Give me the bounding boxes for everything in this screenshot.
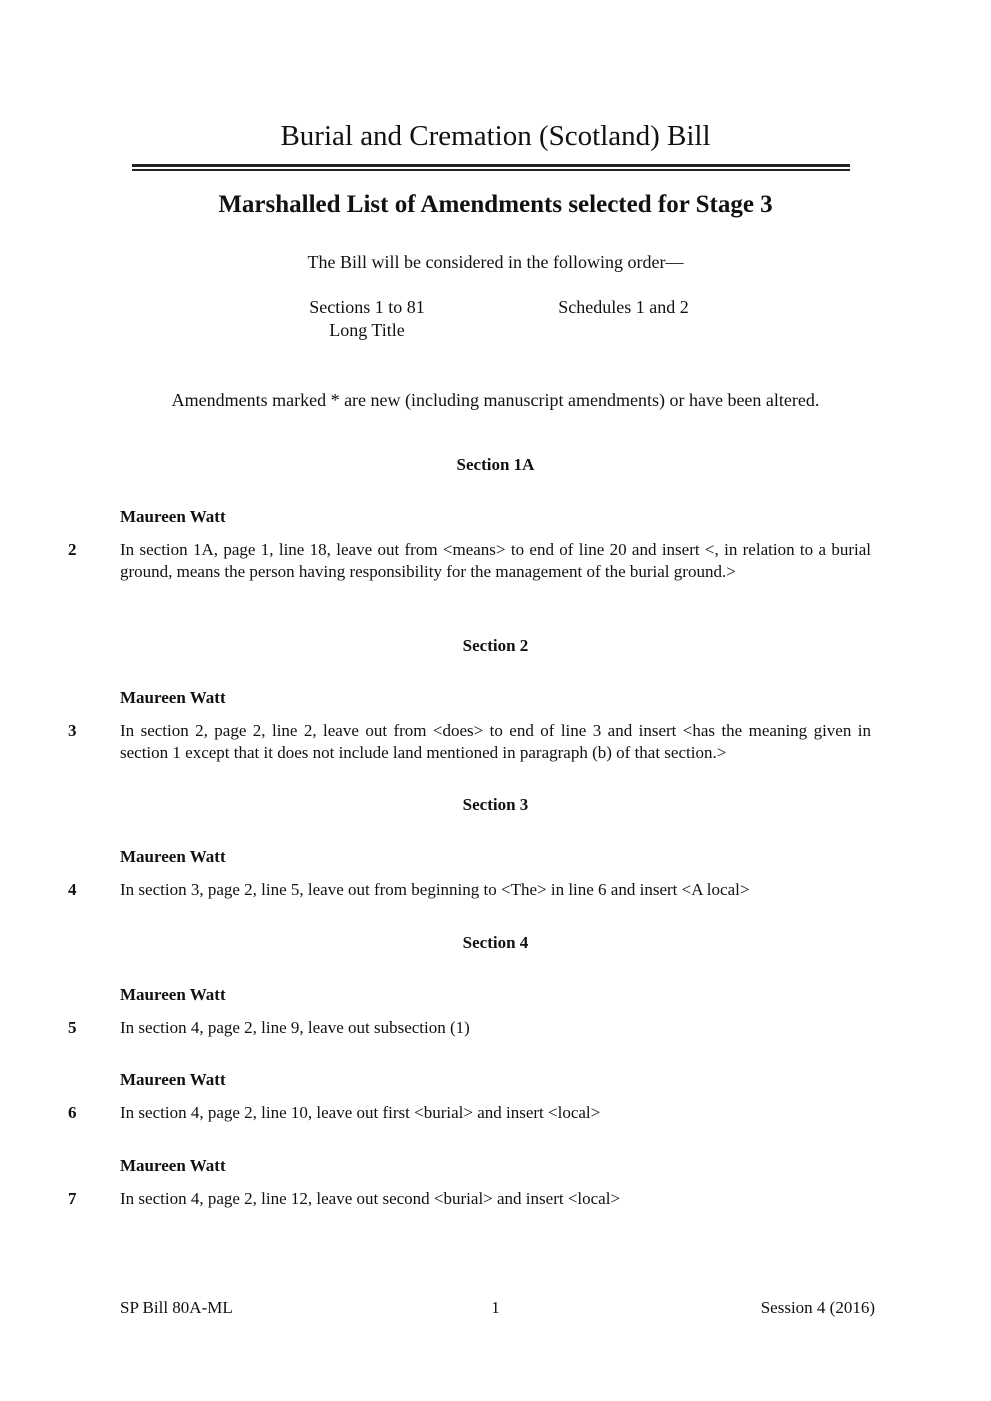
amendment-mover: Maureen Watt — [120, 507, 226, 526]
list-title: Marshalled List of Amendments selected for Stage 3 — [218, 191, 773, 218]
title-rule-thin — [132, 169, 850, 171]
amendment-mover: Maureen Watt — [120, 1156, 226, 1175]
amendment-text: In section 4, page 2, line 10, leave out first <burial> and insert <local> — [120, 1103, 601, 1122]
footer-page-number: 1 — [491, 1298, 500, 1317]
order-item: Schedules 1 and 2 — [558, 297, 689, 317]
amendment-text: In section 4, page 2, line 12, leave out second <burial> and insert <local> — [120, 1189, 621, 1208]
footer-session: Session 4 (2016) — [760, 1298, 875, 1317]
order-item: Long Title — [329, 320, 405, 340]
footer-reference: SP Bill 80A-ML — [120, 1298, 233, 1317]
order-column-1 — [282, 296, 452, 342]
section-heading: Section 3 — [462, 795, 529, 814]
amendment-text: In section 1A, page 1, line 18, leave out from <means> to end of line 20 and insert <, in relation to a burial ground, means the person having responsibility for the management of the burial ground.> — [120, 540, 871, 581]
amendments-note: Amendments marked * are new (including manuscript amendments) or have been altered. — [171, 390, 820, 410]
section-heading: Section 1A — [456, 455, 535, 474]
amendment-text: In section 3, page 2, line 5, leave out from beginning to <The> in line 6 and insert <A local> — [120, 880, 750, 899]
amendment-text: In section 2, page 2, line 2, leave out from <does> to end of line 3 and insert <has the meaning given in section 1 except that it does not include land mentioned in paragraph (b) of that section.> — [120, 721, 871, 762]
amendment-number: 4 — [68, 880, 77, 899]
amendment-number: 5 — [68, 1018, 77, 1037]
order-column-2 — [536, 296, 711, 319]
section-heading: Section 2 — [462, 636, 529, 655]
amendment-number: 2 — [68, 540, 77, 559]
title-rule-thick — [132, 164, 850, 167]
bill-title: Burial and Cremation (Scotland) Bill — [280, 120, 711, 152]
order-intro: The Bill will be considered in the following order— — [307, 252, 684, 272]
amendment-mover: Maureen Watt — [120, 985, 226, 1004]
order-item: Sections 1 to 81 — [309, 297, 425, 317]
amendment-text: In section 4, page 2, line 9, leave out subsection (1) — [120, 1018, 470, 1037]
amendment-mover: Maureen Watt — [120, 1070, 226, 1089]
amendment-number: 7 — [68, 1189, 77, 1208]
amendment-mover: Maureen Watt — [120, 847, 226, 866]
amendment-number: 6 — [68, 1103, 77, 1122]
amendment-mover: Maureen Watt — [120, 688, 226, 707]
amendment-number: 3 — [68, 721, 77, 740]
section-heading: Section 4 — [462, 933, 529, 952]
